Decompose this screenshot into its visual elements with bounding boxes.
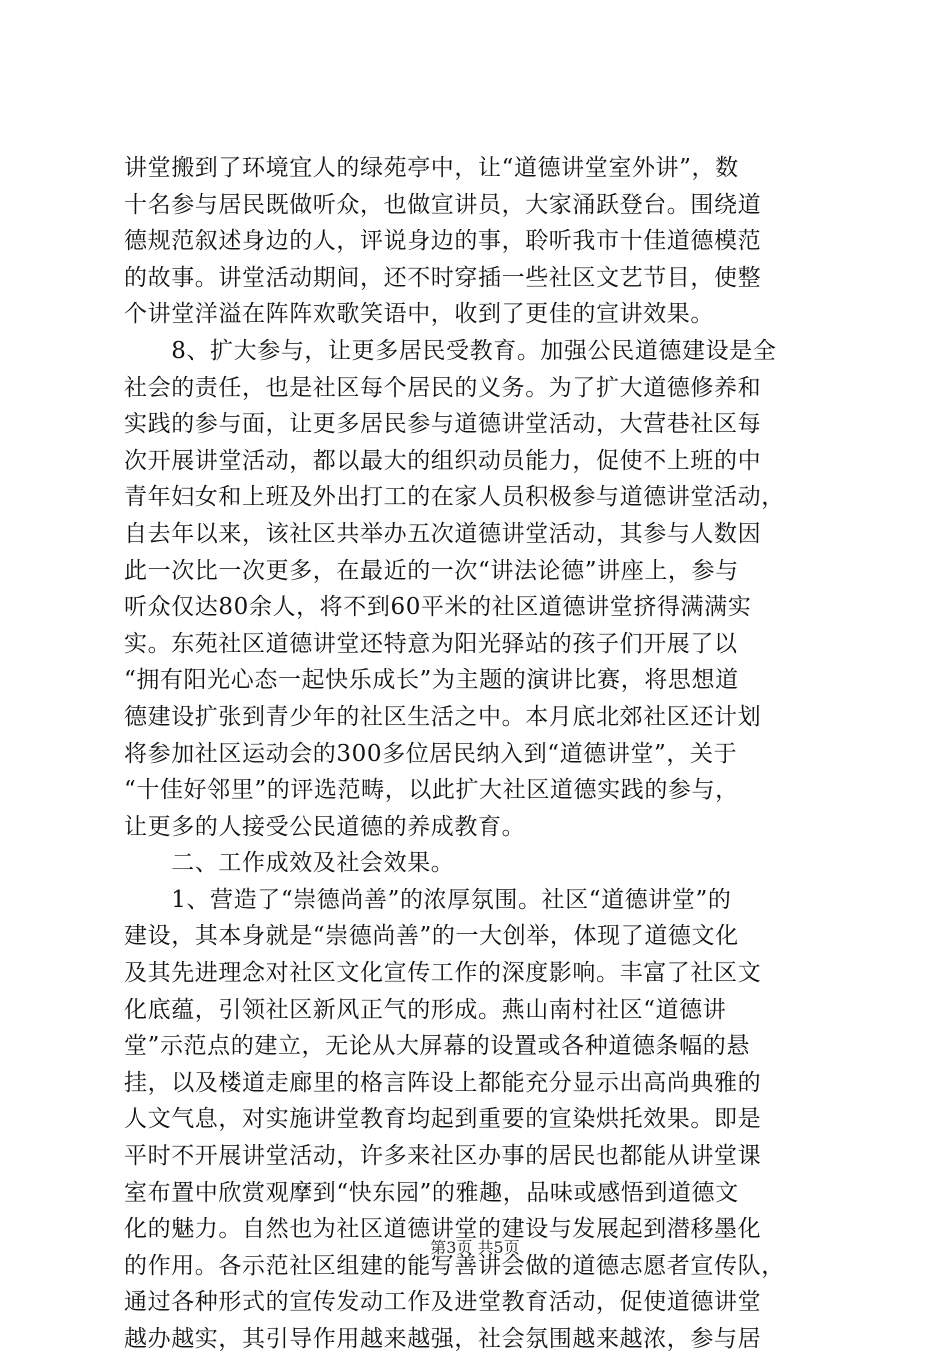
text-line: 青年妇女和上班及外出打工的在家人员积极参与道德讲堂活动，	[124, 484, 785, 511]
text-line: 将参加社区运动会的300多位居民纳入到“道德讲堂”，关于	[124, 740, 738, 767]
text-line: 次开展讲堂活动，都以最大的组织动员能力，促使不上班的中	[124, 447, 762, 474]
text-line: 室布置中欣赏观摩到“快东园”的雅趣，品味或感悟到道德文	[124, 1179, 739, 1206]
text-line: 十名参与居民既做听众，也做宣讲员，大家涌跃登台。围绕道	[124, 191, 762, 218]
text-line: 化的魅力。自然也为社区道德讲堂的建设与发展起到潜移墨化	[124, 1216, 762, 1243]
text-line: 挂，以及楼道走廊里的格言阵设上都能充分显示出高尚典雅的	[124, 1069, 762, 1096]
text-line: 及其先进理念对社区文化宣传工作的深度影响。丰富了社区文	[124, 960, 762, 987]
text-line: 人文气息，对实施讲堂教育均起到重要的宣染烘托效果。即是	[124, 1106, 762, 1133]
text-line: 越办越实，其引导作用越来越强，社会氛围越来越浓，参与居	[124, 1326, 762, 1352]
text-line: 建设，其本身就是“崇德尚善”的一大创举，体现了道德文化	[124, 923, 739, 950]
text-line: 自去年以来，该社区共举办五次道德讲堂活动，其参与人数因	[124, 520, 762, 547]
text-line: 让更多的人接受公民道德的养成教育。	[124, 813, 526, 840]
text-line: “十佳好邻里”的评选范畴，以此扩大社区道德实践的参与，	[124, 777, 739, 804]
text-line: 德规范叙述身边的人，评说身边的事，聆听我市十佳道德模范	[124, 228, 762, 255]
text-line: 讲堂搬到了环境宜人的绿苑亭中，让“道德讲堂室外讲”，数	[124, 155, 739, 181]
text-line: 的故事。讲堂活动期间，还不时穿插一些社区文艺节目，使整	[124, 264, 762, 291]
text-line: 1、营造了“崇德尚善”的浓厚氛围。社区“道德讲堂”的	[124, 886, 732, 913]
text-line: “拥有阳光心态一起快乐成长”为主题的演讲比赛，将思想道	[124, 667, 739, 694]
text-line: 此一次比一次更多，在最近的一次“讲法论德”讲座上，参与	[124, 557, 739, 584]
text-line: 社会的责任，也是社区每个居民的义务。为了扩大道德修养和	[124, 374, 762, 401]
page-number: 第3页 共5页	[430, 1238, 520, 1257]
text-line: 平时不开展讲堂活动，许多来社区办事的居民也都能从讲堂课	[124, 1143, 762, 1170]
text-line: 实。东苑社区道德讲堂还特意为阳光驿站的孩子们开展了以	[124, 630, 738, 657]
text-line: 个讲堂洋溢在阵阵欢歌笑语中，收到了更佳的宣讲效果。	[124, 301, 714, 328]
text-line: 通过各种形式的宣传发动工作及进堂教育活动，促使道德讲堂	[124, 1289, 762, 1316]
document-body	[124, 150, 836, 1358]
text-line: 堂”示范点的建立，无论从大屏幕的设置或各种道德条幅的悬	[124, 1033, 750, 1060]
text-line: 听众仅达80余人，将不到60平米的社区道德讲堂挤得满满实	[124, 594, 752, 621]
text-line: 德建设扩张到青少年的社区生活之中。本月底北郊社区还计划	[124, 703, 762, 730]
text-line: 实践的参与面，让更多居民参与道德讲堂活动，大营巷社区每	[124, 411, 762, 438]
text-line: 化底蕴，引领社区新风正气的形成。燕山南村社区“道德讲	[124, 996, 727, 1023]
text-line: 8、扩大参与，让更多居民受教育。加强公民道德建设是全	[124, 337, 777, 364]
text-line: 二、工作成效及社会效果。	[124, 850, 455, 877]
text-line: 的作用。各示范社区组建的能写善讲会做的道德志愿者宣传队，	[124, 1252, 785, 1279]
